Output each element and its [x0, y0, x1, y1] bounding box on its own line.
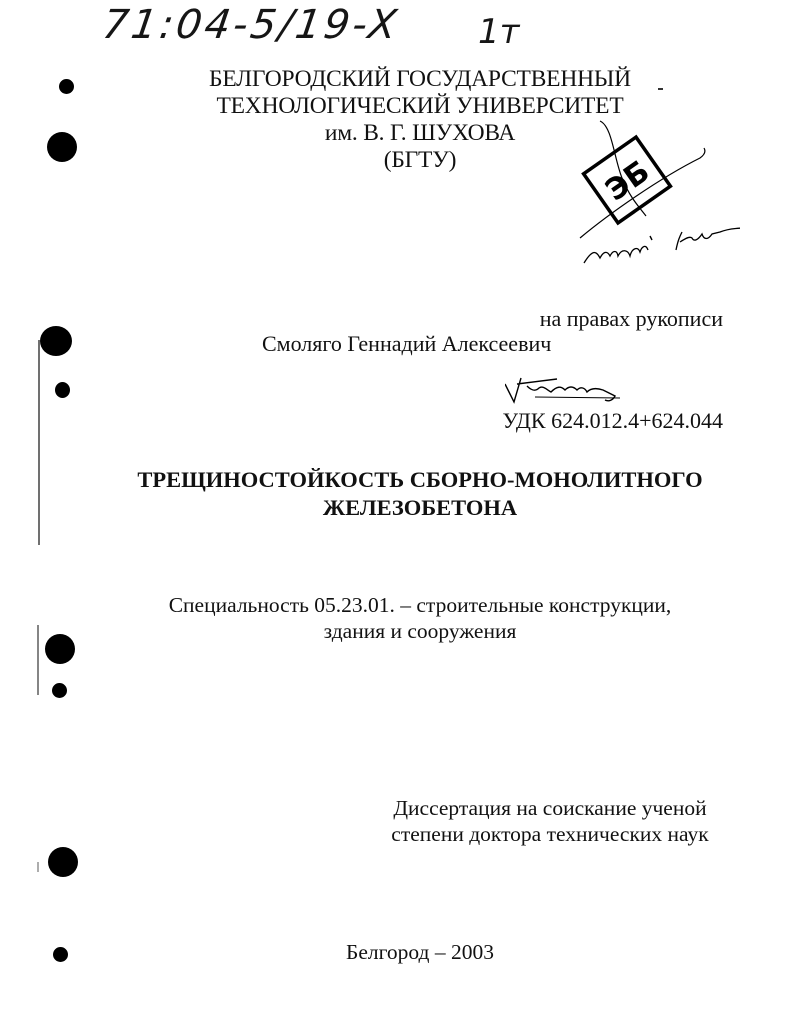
- dissertation-title: [80, 466, 760, 522]
- punch-hole-small: [59, 79, 74, 94]
- degree-block: [360, 795, 740, 847]
- signature-icon: [505, 368, 645, 408]
- specialty-line-1: Специальность 05.23.01. – строительные конструкции,: [168, 593, 672, 617]
- binding-edge-line: [37, 625, 39, 695]
- svg-text:ЭБ: ЭБ: [599, 154, 657, 209]
- city-year: Белгород – 2003: [346, 940, 494, 964]
- title-line-1: ТРЕЩИНОСТОЙКОСТЬ СБОРНО-МОНОЛИТНОГО: [137, 467, 703, 492]
- punch-hole-large: [48, 847, 78, 877]
- institution-abbreviation: (БГТУ): [383, 147, 457, 173]
- author-name: Смоляго Геннадий Алексеевич: [262, 331, 552, 356]
- institution-line-3: им. В. Г. ШУХОВА: [324, 120, 516, 146]
- author-signature: [505, 368, 645, 408]
- punch-hole-large: [47, 132, 77, 162]
- institution-line-1: БЕЛГОРОДСКИЙ ГОСУДАРСТВЕННЫЙ: [209, 66, 631, 92]
- udk-code: УДК 624.012.4+624.044: [502, 408, 723, 433]
- degree-line-2: степени доктора технических наук: [391, 822, 709, 846]
- library-stamp: [570, 118, 740, 268]
- binding-edge-line: [37, 862, 39, 872]
- binding-edge-line: [38, 340, 40, 545]
- manuscript-rights-label: на правах рукописи: [539, 306, 723, 331]
- degree-line-1: Диссертация на соискание ученой: [393, 796, 707, 820]
- institution-line-2: ТЕХНОЛОГИЧЕСКИЙ УНИВЕРСИТЕТ: [216, 93, 624, 119]
- punch-hole-large: [40, 326, 72, 356]
- stamp-icon: [570, 118, 740, 268]
- punch-hole-small: [53, 947, 68, 962]
- handwritten-volume-mark: 1т: [478, 12, 520, 52]
- stray-mark: [658, 88, 663, 90]
- punch-hole-small: [52, 683, 67, 698]
- punch-hole-large: [45, 634, 75, 664]
- title-line-2: ЖЕЛЕЗОБЕТОНА: [322, 495, 518, 520]
- handwritten-archive-code: 71:04-5/19-X: [99, 2, 403, 48]
- specialty-line-2: здания и сооружения: [323, 619, 517, 643]
- specialty-block: [80, 592, 760, 644]
- punch-hole-small: [55, 382, 70, 398]
